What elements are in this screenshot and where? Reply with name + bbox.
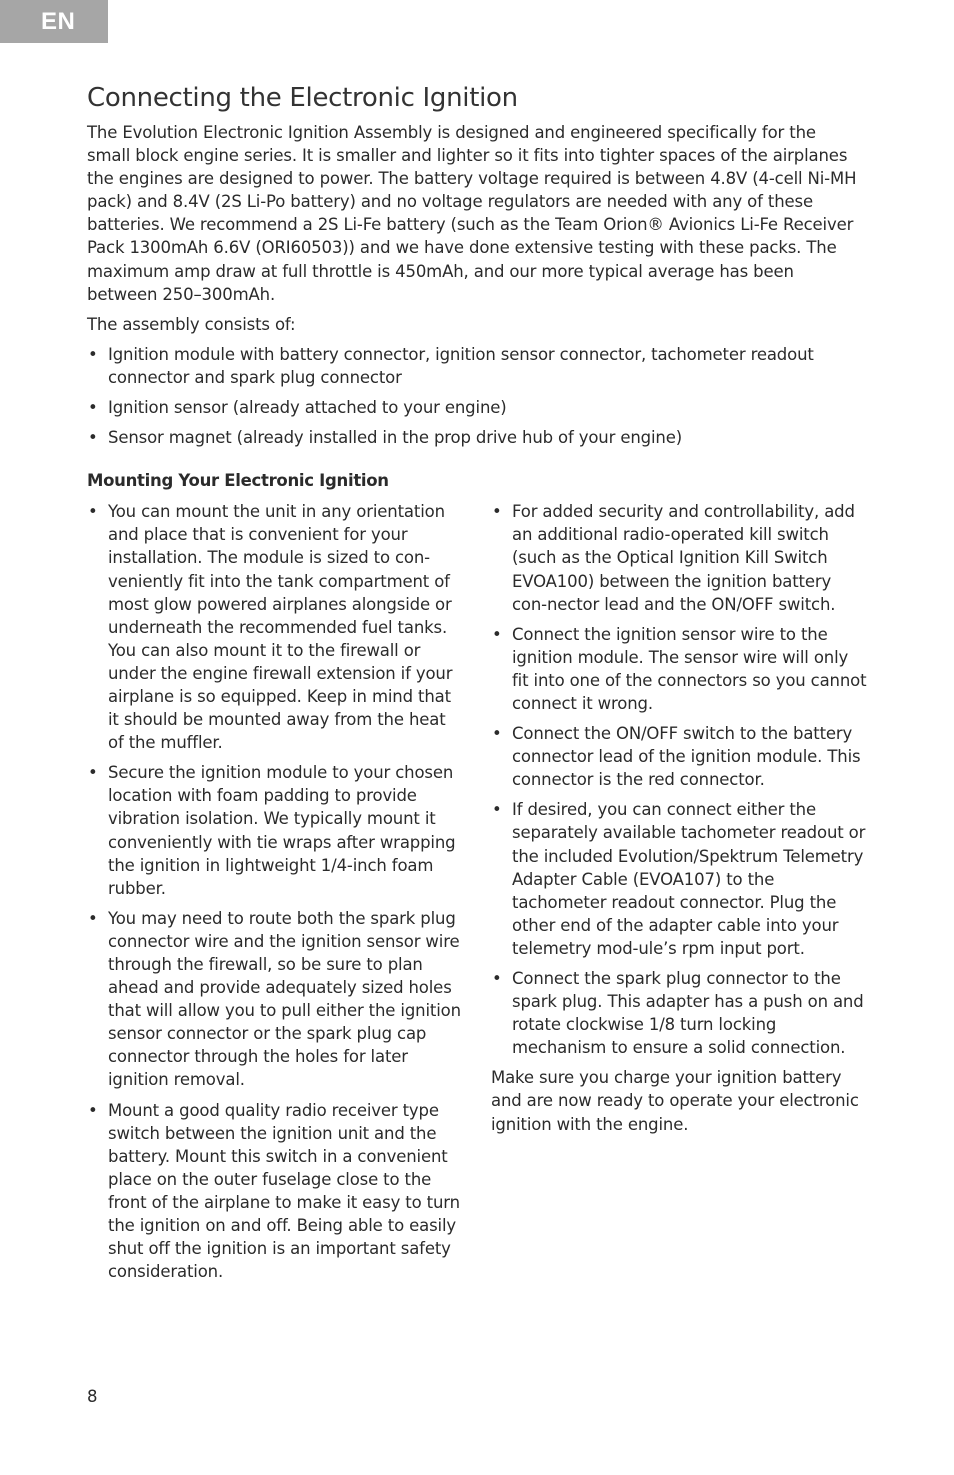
page-title: Connecting the Electronic Ignition — [87, 83, 518, 113]
section-heading: Mounting Your Electronic Ignition — [87, 471, 389, 491]
page-number: 8 — [87, 1387, 98, 1406]
closing-paragraph: Make sure you charge your ignition battery and are now ready to operate your electronic ignition with the engine. — [491, 1068, 859, 1134]
assembly-components-list — [87, 343, 867, 449]
mounting-steps-left — [87, 500, 465, 1283]
list-item: • Connect the ON/OFF switch to the battery connector lead of the ignition module. This connector is the red connector. — [491, 722, 869, 791]
mounting-steps-right — [491, 500, 869, 1059]
page-content — [87, 80, 867, 1283]
list-item: • Mount a good quality radio receiver type switch between the ignition unit and the battery. Mount this switch in a convenient place on the outer fuselage close to the front of the airplane to make it easy to turn the ignition on and off. Being able to easily shut off the ignition is an important safety consideration. — [87, 1099, 465, 1284]
language-tab: EN — [0, 0, 108, 43]
list-item: • If desired, you can connect either the separately available tachometer readout or the included Evolution/Spektrum Telemetry Adapter Cable (EVOA107) to the tachometer readout connector. Plug the other end of the adapter cable into your telemetry mod-ule’s rpm input port. — [491, 798, 869, 960]
list-item: • You can mount the unit in any orientation and place that is convenient for your installation. The module is sized to con-veniently fit into the tank compartment of most glow powered airplanes alongside or underneath the recommended fuel tanks. You can also mount it to the firewall or under the engine firewall extension if your airplane is so equipped. Keep in mind that it should be mounted away from the heat of the muffler. — [87, 500, 465, 754]
list-item: • For added security and controllability, add an additional radio-operated kill switch (such as the Optical Ignition Kill Switch EVOA100) between the ignition battery con-nector lead and the ON/OFF switch. — [491, 500, 869, 615]
two-column-section — [87, 493, 867, 1283]
right-column — [491, 493, 869, 1135]
list-item: • You may need to route both the spark plug connector wire and the ignition sensor wire through the firewall, so be sure to plan ahead and provide adequately sized holes that will allow you to pull either the ignition sensor connector or the spark plug cap connector through the holes for later ignition removal. — [87, 907, 465, 1092]
left-column — [87, 493, 465, 1283]
list-item: • Connect the ignition sensor wire to the ignition module. The sensor wire will only fit into one of the connectors so you cannot connect it wrong. — [491, 623, 869, 715]
list-item: • Secure the ignition module to your chosen location with foam padding to provide vibration isolation. We typically mount it conveniently with tie wraps after wrapping the ignition in lightweight 1/4-inch foam rubber. — [87, 761, 465, 900]
list-item: • Connect the spark plug connector to the spark plug. This adapter has a push on and rotate clockwise 1/8 turn locking mechanism to ensure a solid connection. — [491, 967, 869, 1059]
list-item: • Sensor magnet (already installed in the prop drive hub of your engine) — [87, 426, 848, 449]
assembly-consists-label: The assembly consists of: — [87, 314, 296, 334]
intro-paragraph: The Evolution Electronic Ignition Assembly is designed and engineered specifically for the small block engine series. It is smaller and lighter so it fits into tighter spaces of the airplanes the engines are designed to power. The battery voltage required is between 4.8V (4-cell Ni-MH pack) and 8.4V (2S Li-Po battery) and no voltage regulators are needed with any of these batteries. We recommend a 2S Li-Fe battery (such as the Team Orion® Avionics Li-Fe Receiver Pack 1300mAh 6.6V (ORI60503)) and we have done extensive testing with these packs. The maximum amp draw at full throttle is 450mAh, and our more typical average has been between 250–300mAh. — [87, 123, 857, 304]
list-item: • Ignition module with battery connector, ignition sensor connector, tachometer readout connector and spark plug connector — [87, 343, 848, 389]
list-item: • Ignition sensor (already attached to your engine) — [87, 396, 848, 419]
